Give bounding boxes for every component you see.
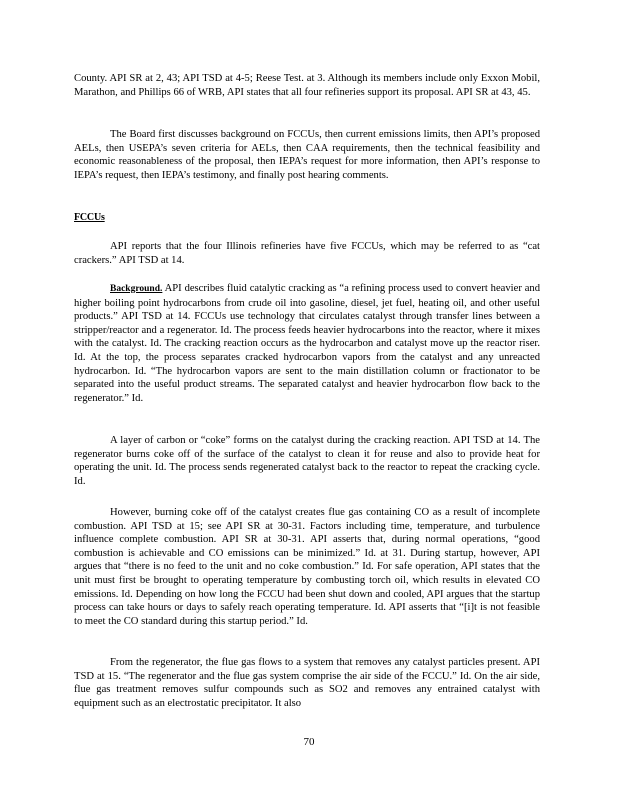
paragraph-text: A layer of carbon or “coke” forms on the catalyst during the cracking reaction. API TSD at 14. The regenerator burns coke off of the surface of the catalyst to clean it for reuse and also to provide heat for operating the unit. Id. The process sends regenerated catalyst back to the reactor to repeat the cracking cycle. Id.	[74, 435, 540, 487]
paragraph-startup	[74, 506, 540, 628]
paragraph-fccu-count	[74, 240, 540, 267]
paragraph-text: API reports that the four Illinois refineries have five FCCUs, which may be referred to as “cat crackers.” API TSD at 14.	[74, 241, 540, 266]
paragraph-text: From the regenerator, the flue gas flows to a system that removes any catalyst particles present. API TSD at 15. “The regenerator and the flue gas system comprise the air side of the FCCU.” Id. On the air side, flue gas treatment removes sulfur compounds such as SO2 and removes any entrained catalyst with equipment such as an electrostatic precipitator. It also	[74, 657, 540, 709]
paragraph-text: The Board first discusses background on FCCUs, then current emissions limits, then API’s proposed AELs, then USEPA’s seven criteria for AELs, then CAA requirements, then the technical feasibility and economic reasonableness of the proposal, then IEPA’s request for more information, then API’s response to IEPA’s request, then IEPA’s testimony, and finally post hearing comments.	[74, 129, 540, 181]
paragraph-text	[74, 282, 540, 405]
paragraph-background	[74, 282, 540, 405]
paragraph-continuation	[74, 72, 540, 99]
paragraph-overview	[74, 128, 540, 182]
section-heading-fccus: FCCUs	[74, 212, 105, 223]
paragraph-coke	[74, 434, 540, 488]
paragraph-text: However, burning coke off of the catalyst creates flue gas containing CO as a result of incomplete combustion. API TSD at 15; see API SR at 30-31. Factors including time, temperature, and turbulence influence complete combustion. API SR at 30-31. API asserts that, during normal operations, “good combustion is achievable and CO emissions can be minimized.” Id. at 31. During startup, however, API argues that “there is no feed to the unit and no coke combustion.” Id. For safe operation, API states that the unit must first be brought to operating temperature by combusting torch oil, which results in elevated CO emissions. Id. Depending on how long the FCCU had been shut down and cooled, API argues that the startup process can take hours or days to safely reach operating temperature. Id. API asserts that “[i]t is not feasible to meet the CO standard during this startup period.” Id.	[74, 507, 540, 627]
subheading-background: Background.	[110, 284, 163, 294]
paragraph-text: County. API SR at 2, 43; API TSD at 4-5; Reese Test. at 3. Although its members include only Exxon Mobil, Marathon, and Phillips 66 of WRB, API states that all four refineries support its proposal. API SR at 43, 45.	[74, 73, 540, 98]
paragraph-body: API describes fluid catalytic cracking as “a refining process used to convert heavier and higher boiling point hydrocarbons from crude oil into gasoline, diesel, jet fuel, heating oil, and other useful products.” API TSD at 14. FCCUs use technology that circulates catalyst through transfer lines between a stripper/reactor and a regenerator. Id. The process feeds heavier hydrocarbons into the reactor, where it mixes with the catalyst. Id. The cracking reaction occurs as the hydrocarbon and catalyst move up the reactor riser. Id. At the top, the process separates cracked hydrocarbon vapors from the catalyst and any unreacted hydrocarbon. Id. “The hydrocarbon vapors are sent to the main distillation column or fractionator to be separated into the useful product streams. The separated catalyst and heavier hydrocarbon flow back to the regenerator.” Id.	[74, 283, 540, 404]
paragraph-regenerator	[74, 656, 540, 710]
page-number: 70	[303, 736, 315, 748]
